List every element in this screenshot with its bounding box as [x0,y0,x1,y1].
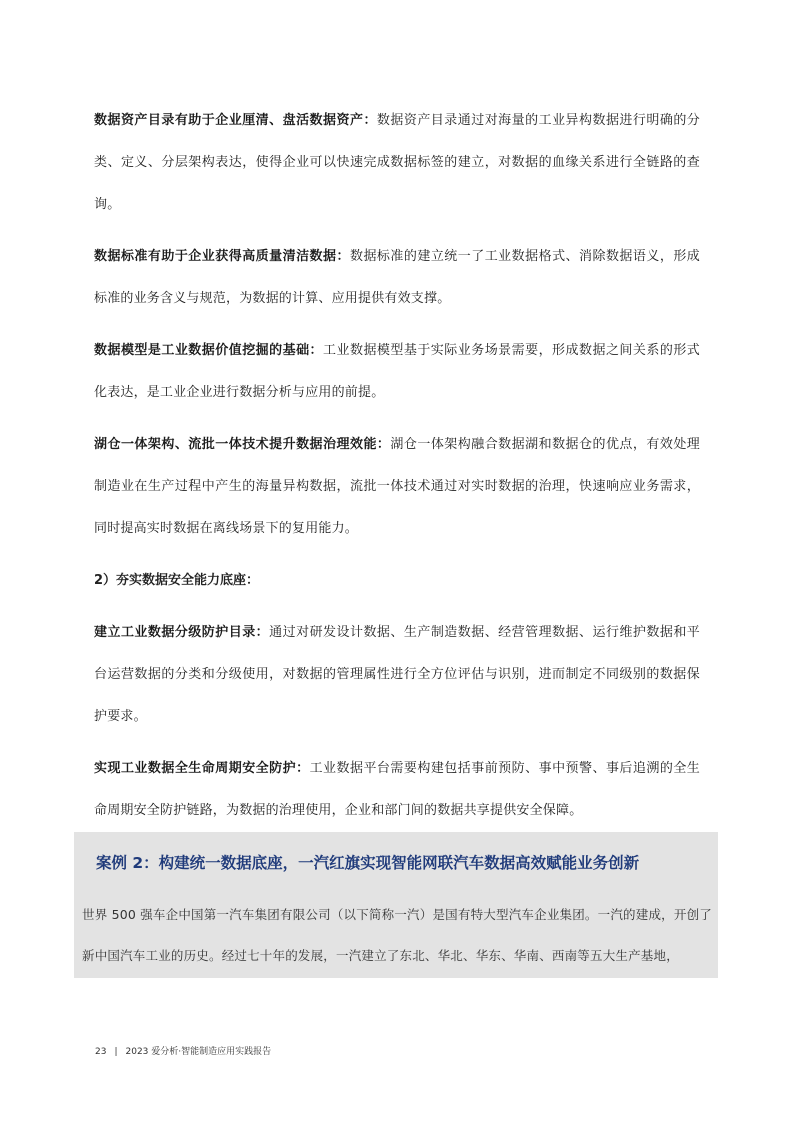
paragraph-text: 数据资产目录通过对海量的工业异构数据进行明确的分类、定义、分层架构表达，使得企业可以快速完成数据标签的建立，对数据的血缘关系进行全链路的查询。 [94,113,700,212]
paragraph-text: 湖仓一体架构融合数据湖和数据仓的优点，有效处理制造业在生产过程中产生的海量异构数据，流批一体技术通过对实时数据的治理，快速响应业务需求，同时提高实时数据在离线场景下的复用能力。 [94,437,700,536]
paragraph-text: 通过对研发设计数据、生产制造数据、经营管理数据、运行维护数据和平台运营数据的分类和分级使用，对数据的管理属性进行全方位评估与识别，进而制定不同级别的数据保护要求。 [94,625,701,724]
main-content [94,100,700,842]
case-study-title: 案例 2：构建统一数据底座，一汽红旗实现智能网联汽车数据高效赋能业务创新 [96,854,640,872]
paragraph-lead: 实现工业数据全生命周期安全防护： [94,761,310,776]
paragraph-lead: 建立工业数据分级防护目录： [94,625,270,640]
paragraph-data-model [94,330,700,414]
paragraph-text: 数据标准的建立统一了工业数据格式、消除数据语义，形成标准的业务含义与规范，为数据的计算、应用提供有效支撑。 [94,249,700,306]
page-number: 23 [95,1047,107,1057]
paragraph-lead: 数据资产目录有助于企业厘清、盘活数据资产： [94,113,377,128]
report-title: 2023 爱分析·智能制造应用实践报告 [125,1047,272,1057]
section-heading: 2）夯实数据安全能力底座： [94,573,260,588]
paragraph-protection-catalog [94,612,700,738]
paragraph-data-catalog [94,100,700,226]
paragraph-data-standard [94,236,700,320]
paragraph-lifecycle-security [94,748,700,832]
paragraph-lead: 数据标准有助于企业获得高质量清洁数据： [94,249,350,264]
paragraph-lead: 数据模型是工业数据价值挖掘的基础： [94,343,324,358]
case-study-box [74,832,718,978]
paragraph-text: 工业数据模型基于实际业务场景需要，形成数据之间关系的形式化表达，是工业企业进行数据分析与应用的前提。 [94,343,700,400]
page-footer [95,1044,271,1057]
paragraph-lakehouse [94,424,700,550]
case-study-body: 世界 500 强车企中国第一汽车集团有限公司（以下简称一汽）是国有特大型汽车企业集团。一汽的建成，开创了新中国汽车工业的历史。经过七十年的发展，一汽建立了东北、华北、华东、华南、西南等五大生产基地， [82,907,712,963]
footer-separator: | [114,1047,118,1057]
paragraph-text: 工业数据平台需要构建包括事前预防、事中预警、事后追溯的全生命周期安全防护链路，为数据的治理使用，企业和部门间的数据共享提供安全保障。 [94,761,700,818]
paragraph-lead: 湖仓一体架构、流批一体技术提升数据治理效能： [94,437,391,452]
